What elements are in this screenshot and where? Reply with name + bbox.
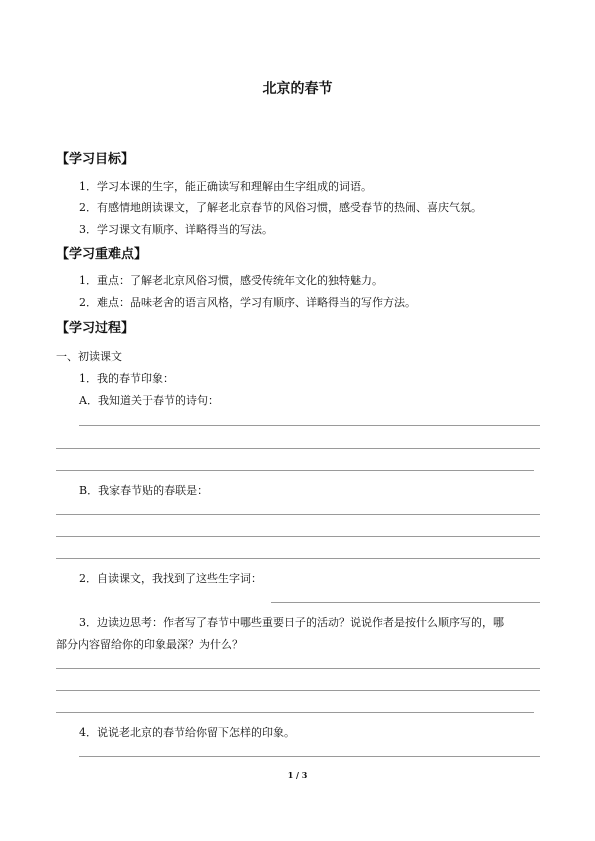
answer-line[interactable] — [56, 536, 540, 537]
question-3-line-1: 3．边读边思考：作者写了春节中哪些重要日子的活动？说说作者是按什么顺序写的，哪 — [79, 616, 504, 629]
goals-heading: 【学习目标】 — [56, 152, 135, 167]
question-4: 4．说说老北京的春节给你留下怎样的印象。 — [79, 726, 295, 739]
goal-item-3: 3．学习课文有顺序、详略得当的写法。 — [79, 223, 273, 236]
answer-line[interactable] — [56, 558, 540, 559]
question-1a: A．我知道关于春节的诗句： — [79, 394, 219, 407]
goal-item-2: 2．有感情地朗读课文，了解老北京春节的风俗习惯，感受春节的热闹、喜庆气氛。 — [79, 201, 482, 214]
goal-item-1: 1．学习本课的生字，能正确读写和理解由生字组成的词语。 — [79, 180, 372, 193]
question-2: 2．自读课文，我找到了这些生字词： — [79, 572, 262, 585]
keypoints-heading: 【学习重难点】 — [56, 247, 148, 262]
answer-line[interactable] — [56, 712, 534, 713]
keypoint-item-2: 2．难点：品味老舍的语言风格，学习有顺序、详略得当的写作方法。 — [79, 296, 416, 309]
answer-line[interactable] — [79, 756, 540, 757]
answer-line[interactable] — [56, 448, 540, 449]
keypoint-item-1: 1．重点：了解老北京风俗习惯，感受传统年文化的独特魅力。 — [79, 274, 383, 287]
process-heading: 【学习过程】 — [56, 321, 135, 336]
answer-line[interactable] — [79, 425, 540, 426]
answer-line[interactable] — [271, 602, 540, 603]
part1-label: 一、初读课文 — [56, 350, 122, 363]
answer-line[interactable] — [56, 470, 534, 471]
page-title: 北京的春节 — [262, 81, 333, 97]
answer-line[interactable] — [56, 668, 540, 669]
question-3-line-2: 部分内容留给你的印象最深？为什么？ — [56, 638, 243, 651]
answer-line[interactable] — [56, 690, 540, 691]
answer-line[interactable] — [56, 514, 540, 515]
page-number: 1 / 3 — [287, 770, 308, 780]
question-1: 1．我的春节印象： — [79, 372, 174, 385]
question-1b: B．我家春节贴的春联是： — [79, 484, 209, 497]
